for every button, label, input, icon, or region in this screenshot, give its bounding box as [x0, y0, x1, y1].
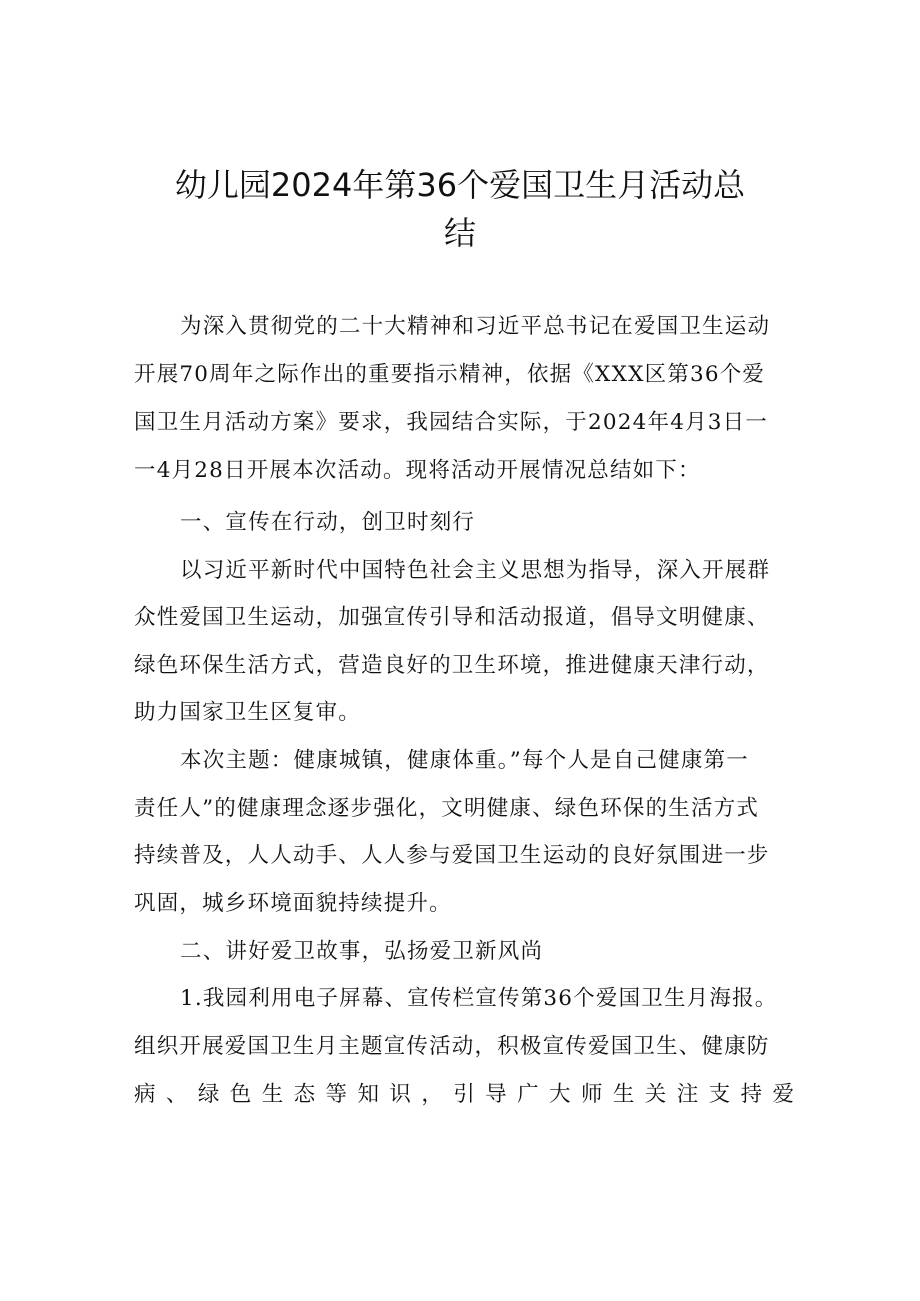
- paragraph-3-line-1: 本次主题：健康城镇，健康体重。”每个人是自己健康第一: [180, 748, 749, 773]
- paragraph-4-line-3: 病 、 绿 色 生 态 等 知 识 ， 引 导 广 大 师 生 关 注 支 持 爱: [134, 1082, 794, 1107]
- paragraph-2-line-3: 绿色环保生活方式，营造良好的卫生环境，推进健康天津行动，: [134, 653, 770, 678]
- paragraph-2-line-2: 众性爱国卫生运动，加强宣传引导和活动报道，倡导文明健康、: [134, 605, 770, 630]
- paragraph-2-line-1: 以习近平新时代中国特色社会主义思想为指导，深入开展群: [180, 558, 771, 583]
- paragraph-3-line-2: 责任人”的健康理念逐步强化，文明健康、绿色环保的生活方式: [134, 796, 760, 821]
- paragraph-1-line-2: 开展70周年之际作出的重要指示精神，依据《XXX区第36个爱: [134, 362, 766, 387]
- paragraph-4-line-1: 1.我园利用电子屏幕、宣传栏宣传第36个爱国卫生月海报。: [180, 986, 778, 1011]
- paragraph-1-line-3: 国卫生月活动方案》要求，我园结合实际，于2024年4月3日一: [134, 410, 769, 435]
- paragraph-1-line-4: 一4月28日开展本次活动。现将活动开展情况总结如下：: [134, 458, 701, 483]
- section-heading-2: 二、讲好爱卫故事，弘扬爱卫新风尚: [180, 939, 544, 964]
- paragraph-3-line-3: 持续普及，人人动手、人人参与爱国卫生运动的良好氛围进一步: [134, 843, 770, 868]
- paragraph-2-line-4: 助力国家卫生区复审。: [134, 700, 362, 725]
- paragraph-3-line-4: 巩固，城乡环境面貌持续提升。: [134, 891, 452, 916]
- document-title-line-1: 幼儿园2024年第36个爱国卫生月活动总: [174, 166, 746, 204]
- section-heading-1: 一、宣传在行动，创卫时刻行: [180, 510, 476, 535]
- paragraph-4-line-2: 组织开展爱国卫生月主题宣传活动，积极宣传爱国卫生、健康防: [134, 1034, 770, 1059]
- paragraph-1-line-1: 为深入贯彻党的二十大精神和习近平总书记在爱国卫生运动: [180, 314, 771, 339]
- document-title-line-2: 结: [443, 214, 476, 252]
